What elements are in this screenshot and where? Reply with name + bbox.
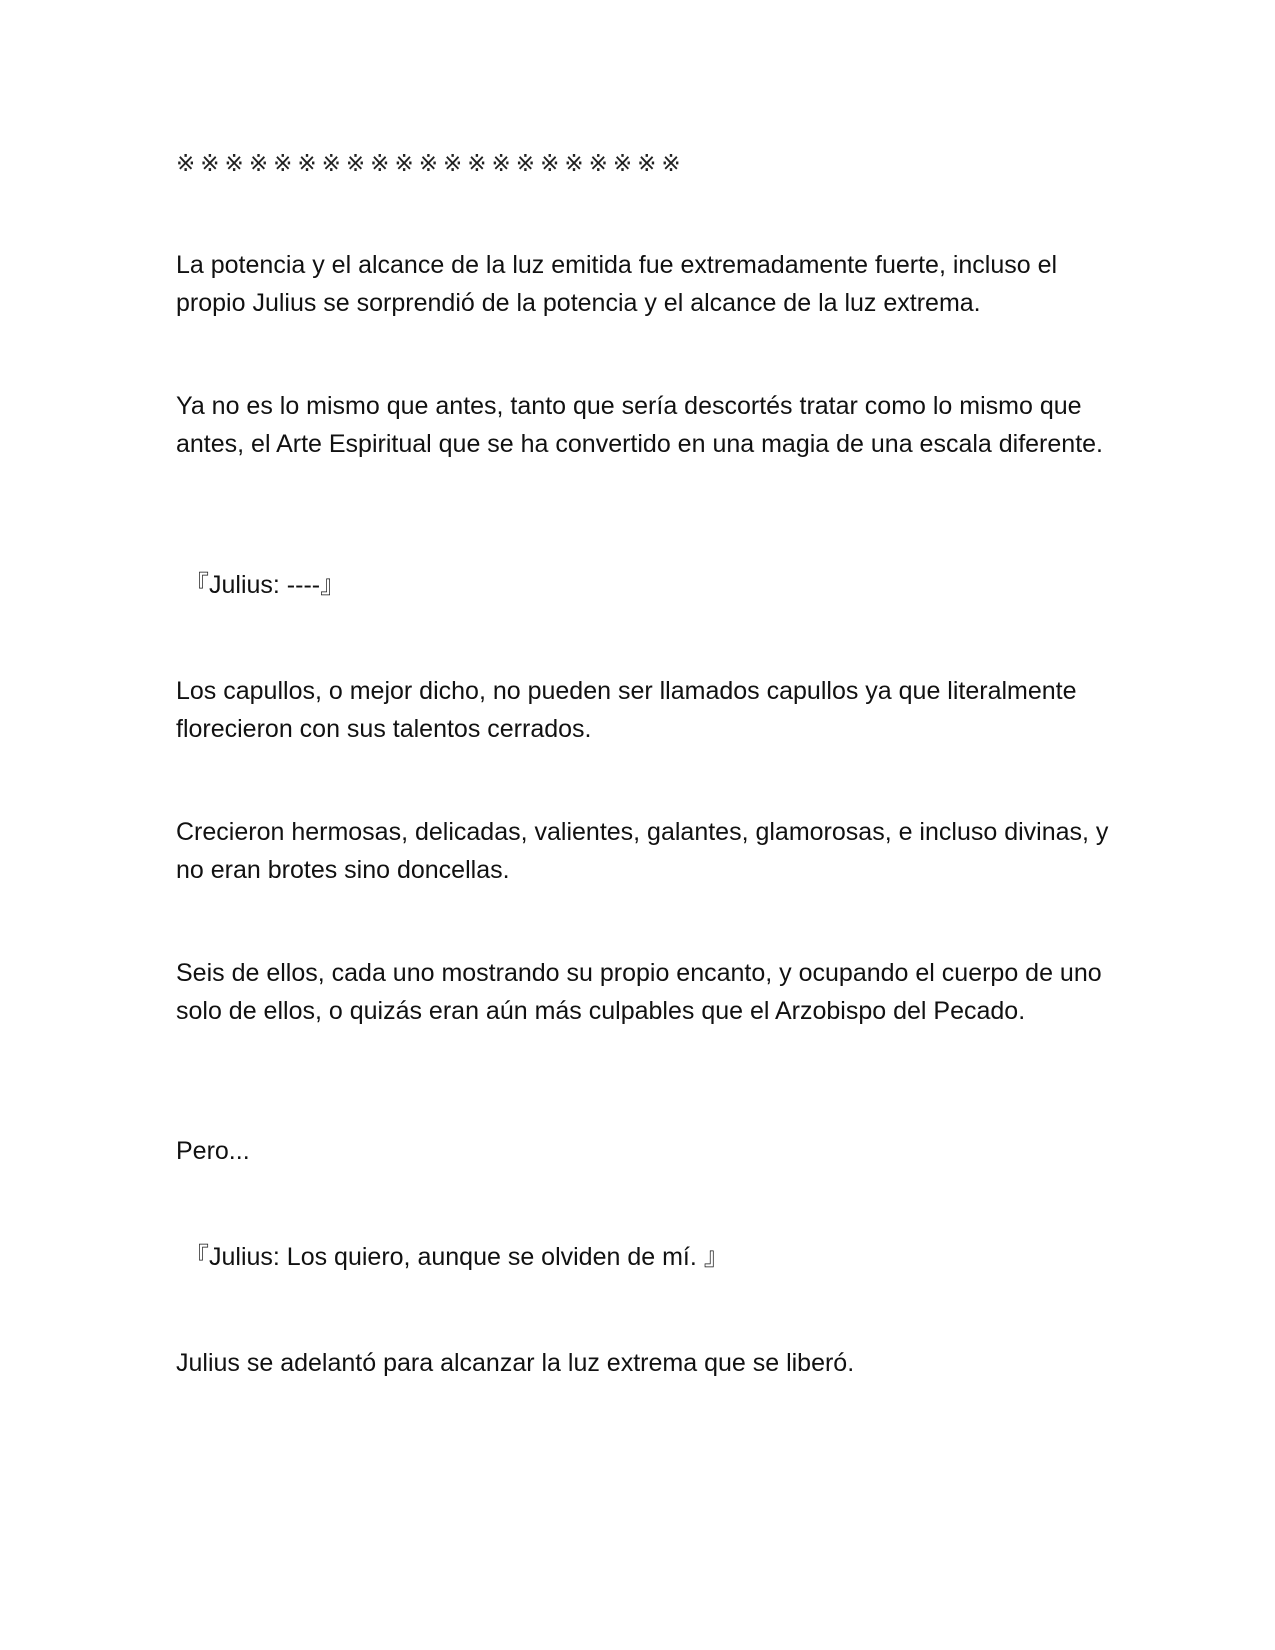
paragraph-7: Julius se adelantó para alcanzar la luz extrema que se liberó.: [176, 1349, 855, 1377]
paragraph-6: Pero...: [176, 1137, 250, 1165]
dialogue-2: 『Julius: Los quiero, aunque se olviden de mí. 』: [184, 1243, 729, 1271]
section-separator: ※※※※※※※※※※※※※※※※※※※※※: [176, 151, 686, 177]
dialogue-1: 『Julius: ----』: [184, 571, 346, 599]
paragraph-1: La potencia y el alcance de la luz emitida fue extremadamente fuerte, incluso el propio Julius se sorprendió de la potencia y el alcance de la luz extrema.: [176, 251, 1058, 317]
paragraph-5: Seis de ellos, cada uno mostrando su propio encanto, y ocupando el cuerpo de uno solo de ellos, o quizás eran aún más culpables que el Arzobispo del Pecado.: [176, 959, 1102, 1025]
paragraph-3: Los capullos, o mejor dicho, no pueden ser llamados capullos ya que literalmente florecieron con sus talentos cerrados.: [176, 677, 1077, 743]
paragraph-2: Ya no es lo mismo que antes, tanto que sería descortés tratar como lo mismo que antes, el Arte Espiritual que se ha convertido en una magia de una escala diferente.: [176, 392, 1103, 458]
paragraph-4: Crecieron hermosas, delicadas, valientes, galantes, glamorosas, e incluso divinas, y no eran brotes sino doncellas.: [176, 818, 1109, 884]
